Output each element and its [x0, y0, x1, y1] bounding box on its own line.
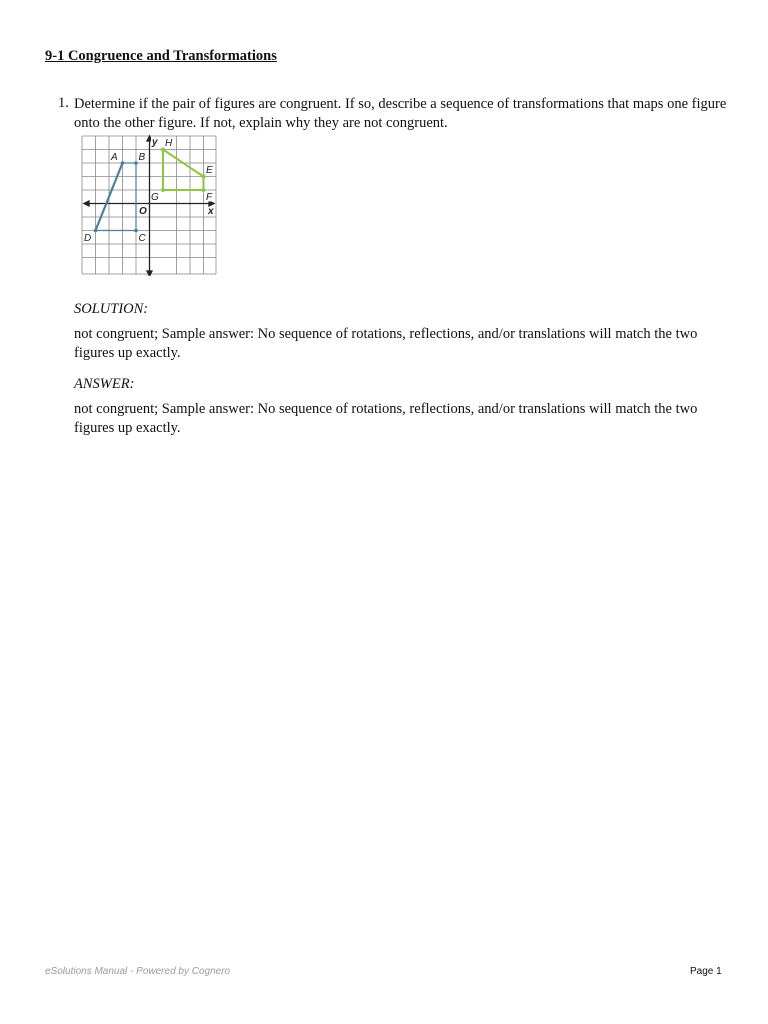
page-number: Page 1: [690, 966, 722, 977]
axes: [84, 136, 214, 276]
footer-credit: eSolutions Manual - Powered by Cognero: [45, 966, 231, 977]
page-title: 9-1 Congruence and Transformations: [45, 48, 277, 64]
question-text: Determine if the pair of figures are congruent. If so, describe a sequence of transformations that maps one figure onto the other figure. If not, explain why they are not congruent.: [74, 96, 727, 131]
question-number: 1.: [58, 95, 69, 111]
label-e: E: [206, 165, 213, 176]
solution-text: not congruent; Sample answer: No sequence of rotations, reflections, and/or translations will match the two figures up exactly.: [74, 326, 698, 361]
label-d: D: [84, 233, 92, 244]
figure-efgh: [161, 148, 206, 193]
label-b: B: [138, 152, 146, 163]
label-f: F: [206, 192, 213, 203]
label-g: G: [151, 192, 159, 203]
label-h: H: [165, 138, 173, 149]
label-a: A: [111, 152, 118, 163]
label-x-axis: x: [208, 206, 214, 217]
answer-label: ANSWER:: [74, 376, 135, 392]
label-c: C: [138, 233, 146, 244]
label-origin: O: [139, 206, 147, 217]
solution-label: SOLUTION:: [74, 301, 149, 317]
label-y-axis: y: [152, 137, 158, 148]
answer-text: not congruent; Sample answer: No sequence of rotations, reflections, and/or translations will match the two figures up exactly.: [74, 401, 698, 436]
coordinate-graph: [80, 134, 218, 276]
figure-abcd: [94, 161, 138, 232]
